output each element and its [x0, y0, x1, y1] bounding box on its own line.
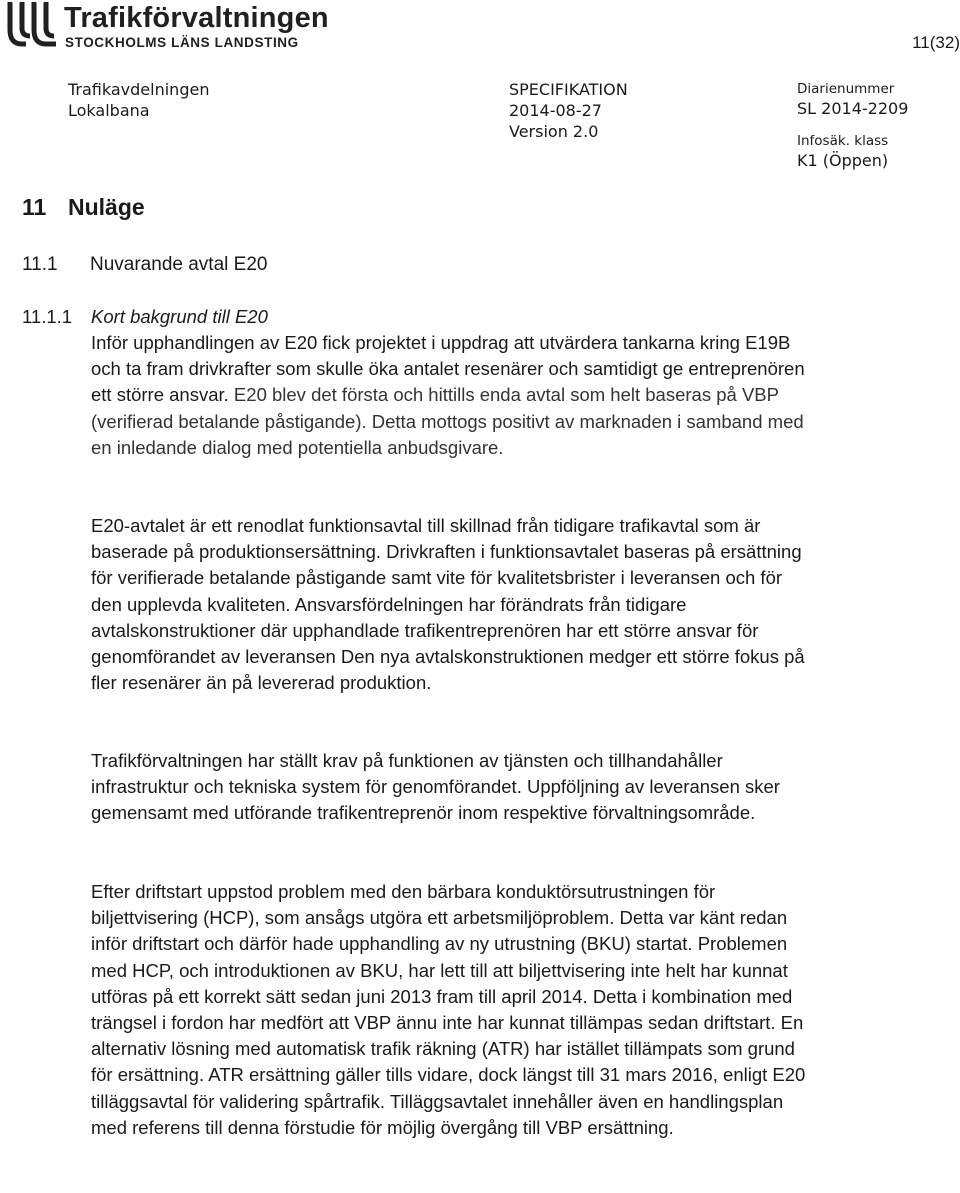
doc-date: 2014-08-27: [509, 101, 602, 120]
paragraph-3: [91, 748, 806, 827]
diarie-value: SL 2014-2209: [797, 99, 909, 118]
org-line-1: Trafikavdelningen: [68, 80, 210, 99]
org-line-2: Lokalbana: [68, 101, 150, 120]
doc-type: SPECIFIKATION: [509, 80, 628, 99]
doc-version: Version 2.0: [509, 122, 599, 141]
paragraph-1-part-b: E20 blev det första och hittills enda avtal som helt baseras på VBP (verifierad betalande påstigande).: [91, 384, 779, 432]
infosak-value: K1 (Öppen): [797, 151, 889, 170]
heading-3-title: Kort bakgrund till E20: [91, 306, 268, 327]
page-number: 11(32): [912, 33, 960, 52]
paragraph-1-part-a: Inför upphandlingen av E20 fick projektet i uppdrag att utvärdera tankarna kring E19B och ta fram drivkrafter som skulle öka antalet resenärer och samtidigt ge entreprenören ett större ansvar.: [91, 332, 805, 406]
heading-2: [22, 254, 267, 276]
logo-subtitle: STOCKHOLMS LÄNS LANDSTING: [65, 35, 299, 50]
sll-logo-icon: [4, 0, 60, 52]
paragraph-4: [91, 879, 806, 1141]
heading-1-number: 11: [22, 194, 47, 220]
paragraph-2-text: E20-avtalet är ett renodlat funktionsavtal till skillnad från tidigare trafikavtal som är baserade på produktionsersättning. Drivkraften i funktionsavtalet baseras på ersättning för verifierade betalande påstigande samt vite för kvalitetsbrister i leveransen och för den upplevda kvaliteten. Ansvarsfördelningen har förändrats från tidigare avtalskonstruktioner där upphandlade trafikentreprenören har ett större ansvar för genomförandet av leveransen Den nya avtalskonstruktionen medger ett större fokus på fler resenärer än på levererad produktion.: [91, 515, 805, 694]
paragraph-3-text: Trafikförvaltningen har ställt krav på funktionen av tjänsten och tillhandahåller infrastruktur och tekniska system för genomförandet. Uppföljning av leveransen sker gemensamt med utförande trafikentreprenör inom respektive förvaltningsområde.: [91, 750, 780, 824]
diarie-label: Diarienummer: [797, 81, 895, 97]
paragraph-1-part-c: Detta mottogs positivt av marknaden i samband med en inledande dialog med potentiella anbudsgivare.: [91, 410, 804, 458]
trafikforvaltningen-logo: [4, 0, 329, 52]
paragraph-1: [91, 330, 806, 461]
infosak-label: Infosäk. klass: [797, 133, 889, 149]
paragraph-4-text: Efter driftstart uppstod problem med den bärbara konduktörsutrustningen för biljettvisering (HCP), som ansågs utgöra ett arbetsmiljöproblem. Detta var känt redan inför driftstart och därför hade upphandling av ny utrustning (BKU) startat. Problemen med HCP, och introduktionen av BKU, har lett till att biljettvisering inte helt har kunnat utföras på ett korrekt sätt sedan juni 2013 fram till april 2014. Detta i kombination med trängsel i fordon har medfört att VBP ännu inte har kunnat tillämpas sedan driftstart. En alternativ lösning med automatisk trafik räkning (ATR) har istället tillämpats som grund för ersättning. ATR ersättning gäller tills vidare, dock längst till 31 mars 2016, enligt E20 tilläggsavtal för validering spårtrafik. Tilläggsavtalet innehåller även en handlingsplan med referens till denna förstudie för möjlig övergång till VBP ersättning.: [91, 881, 806, 1138]
heading-1-title: Nuläge: [68, 194, 145, 220]
logo-name: Trafikförvaltningen: [64, 2, 329, 34]
heading-2-number: 11.1: [22, 254, 58, 275]
heading-2-title: Nuvarande avtal E20: [90, 254, 268, 275]
heading-1: [22, 194, 145, 221]
paragraph-2: [91, 513, 806, 696]
heading-3-number: 11.1.1: [22, 306, 73, 327]
